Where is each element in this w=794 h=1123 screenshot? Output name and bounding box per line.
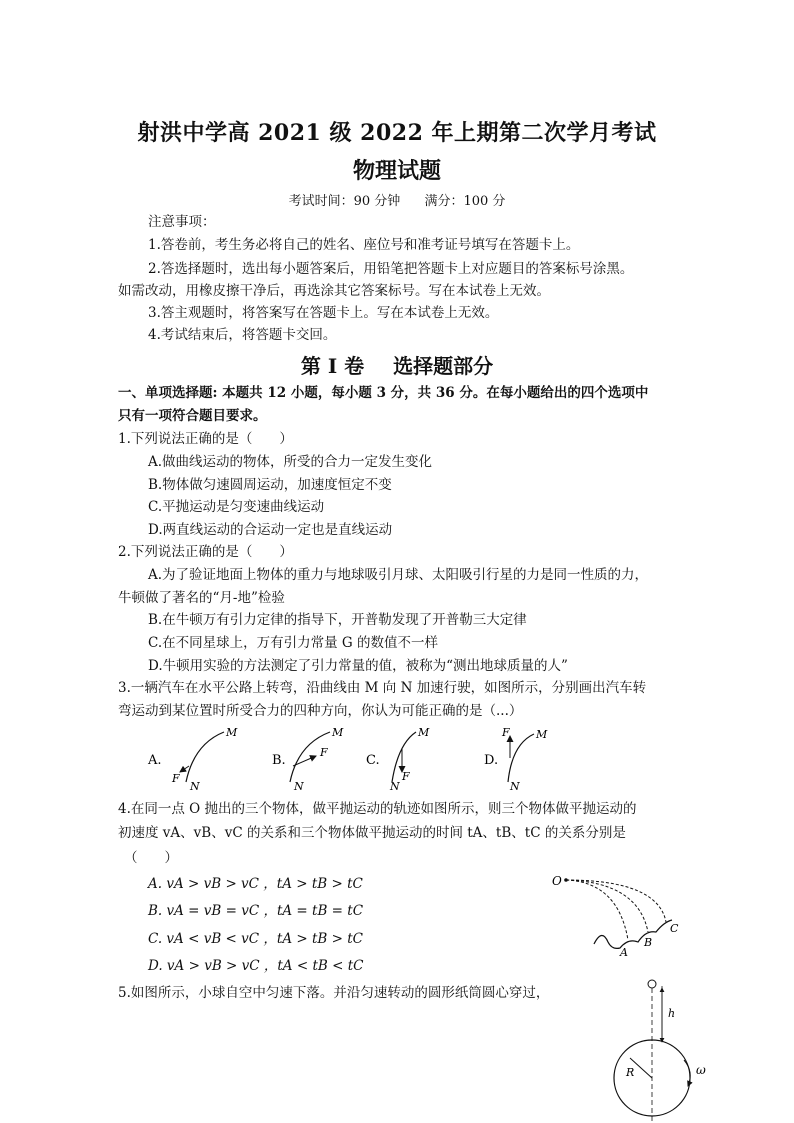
q3-a-F: F [172, 772, 180, 785]
q4-trajectory-b [566, 880, 648, 932]
q3-option-a-label: A. [148, 753, 162, 768]
q2-option-a1: A.为了验证地面上物体的重力与地球吸引月球、太阳吸引行星的力是同一性质的力， [148, 567, 649, 583]
q4-B-label: B [644, 936, 653, 949]
q5-h-label: h [668, 1007, 676, 1020]
part1-heading-a: 一、单项选择题: 本题共 12 小题，每小题 3 分，共 36 分。在每小题给出的四个选项中 [118, 385, 649, 401]
q2-stem: 2.下列说法正确的是（ ） [118, 544, 293, 560]
q3-option-d-label: D. [484, 753, 499, 768]
q4-option-d: D. vA > vB > vC ，tA < tB < tC [148, 958, 364, 974]
q3-c-M: M [418, 726, 430, 739]
q2-option-b: B.在牛顿万有引力定律的指导下，开普勒发现了开普勒三大定律 [148, 612, 527, 628]
q4-O-label: O [552, 874, 562, 888]
q2-option-c: C.在不同星球上，万有引力常量 G 的数值不一样 [148, 635, 439, 651]
note-2a: 2.答选择题时，选出每小题答案后，用铅笔把答题卡上对应题目的答案标号涂黑。 [148, 261, 634, 277]
q3-c-N: N [390, 780, 400, 793]
q3-figures [140, 722, 560, 794]
q1-option-b: B.物体做匀速圆周运动，加速度恒定不变 [148, 477, 392, 493]
q2-option-d: D.牛顿用实验的方法测定了引力常量的值，被称为“测出地球质量的人” [148, 658, 568, 674]
q3-stem-2: 弯运动到某位置时所受合力的四种方向，你认为可能正确的是（...） [118, 703, 523, 719]
q2-option-a2: 牛顿做了著名的“月-地”检验 [118, 590, 285, 606]
q4-option-a: A. vA > vB > vC ，tA > tB > tC [148, 876, 363, 892]
note-2b: 如需改动，用橡皮擦干净后，再选涂其它答案标号。写在本试卷上无效。 [118, 283, 550, 299]
q3-option-c-label: C. [366, 753, 380, 768]
q4-trajectory-figure [548, 868, 688, 960]
q4-C-label: C [670, 922, 679, 935]
full-score: 满分：100 分 [424, 194, 506, 209]
q5-R-label: R [626, 1066, 635, 1079]
notes-heading: 注意事项： [148, 214, 216, 230]
q3-b-F: F [320, 746, 328, 759]
q3-a-N: N [190, 780, 200, 793]
q4-ground-curve [594, 920, 672, 948]
q1-option-a: A.做曲线运动的物体，所受的合力一定发生变化 [148, 454, 433, 470]
note-3: 3.答主观题时，将答案写在答题卡上。写在本试卷上无效。 [148, 305, 499, 321]
q3-b-N: N [294, 780, 304, 793]
q5-ball [648, 980, 656, 988]
q3-option-b-label: B. [272, 753, 286, 768]
q5-omega-label: ω [696, 1063, 706, 1077]
q3-d-N: N [510, 780, 520, 793]
q5-cylinder-figure [600, 976, 720, 1123]
q3-a-curve [186, 732, 224, 782]
q1-option-c: C.平抛运动是匀变速曲线运动 [148, 499, 325, 515]
q3-d-curve [508, 734, 534, 782]
q4-option-b: B. vA = vB = vC ，tA = tB = tC [148, 903, 364, 919]
q4-stem-3: （ ） [124, 850, 178, 866]
exam-meta [0, 190, 794, 209]
q1-option-d: D.两直线运动的合运动一定也是直线运动 [148, 522, 393, 538]
exam-title: 射洪中学高 2021 级 2022 年上期第二次学月考试 [137, 120, 657, 146]
q4-stem-1: 4.在同一点 O 抛出的三个物体，做平抛运动的轨迹如图所示，则三个物体做平抛运动的 [118, 801, 637, 817]
q3-b-M: M [332, 726, 344, 739]
q4-trajectory-c [566, 880, 666, 922]
q3-d-F: F [502, 726, 510, 739]
q4-A-label: A [620, 946, 628, 959]
q4-trajectory-a [566, 880, 628, 940]
q1-stem: 1.下列说法正确的是（ ） [118, 431, 293, 447]
subject-title: 物理试题 [352, 158, 441, 184]
q3-a-force-arrow [180, 766, 189, 772]
q3-d-M: M [536, 728, 548, 741]
section-part: 第 I 卷 [300, 354, 365, 378]
q3-b-force-arrow [293, 756, 316, 766]
section-name: 选择题部分 [393, 354, 494, 378]
q5-stem: 5.如图所示，小球自空中匀速下落。并沿匀速转动的圆形纸筒圆心穿过， [118, 985, 550, 1001]
q3-stem-1: 3.一辆汽车在水平公路上转弯，沿曲线由 M 向 N 加速行驶，如图所示，分别画出汽车转 [118, 680, 647, 696]
part1-heading-b: 只有一项符合题目要求。 [118, 408, 267, 424]
q3-a-M: M [226, 726, 238, 739]
exam-time: 考试时间：90 分钟 [288, 194, 401, 209]
q4-option-c: C. vA < vB < vC ，tA > tB > tC [148, 931, 363, 947]
section-title [0, 350, 794, 379]
note-4: 4.考试结束后，将答题卡交回。 [148, 327, 337, 343]
q3-c-F: F [402, 770, 410, 783]
q4-stem-2: 初速度 vA、vB、vC 的关系和三个物体做平抛运动的时间 tA、tB、tC 的关系分别是 [118, 825, 626, 841]
note-1: 1.答卷前，考生务必将自己的姓名、座位号和准考证号填写在答题卡上。 [148, 237, 580, 253]
